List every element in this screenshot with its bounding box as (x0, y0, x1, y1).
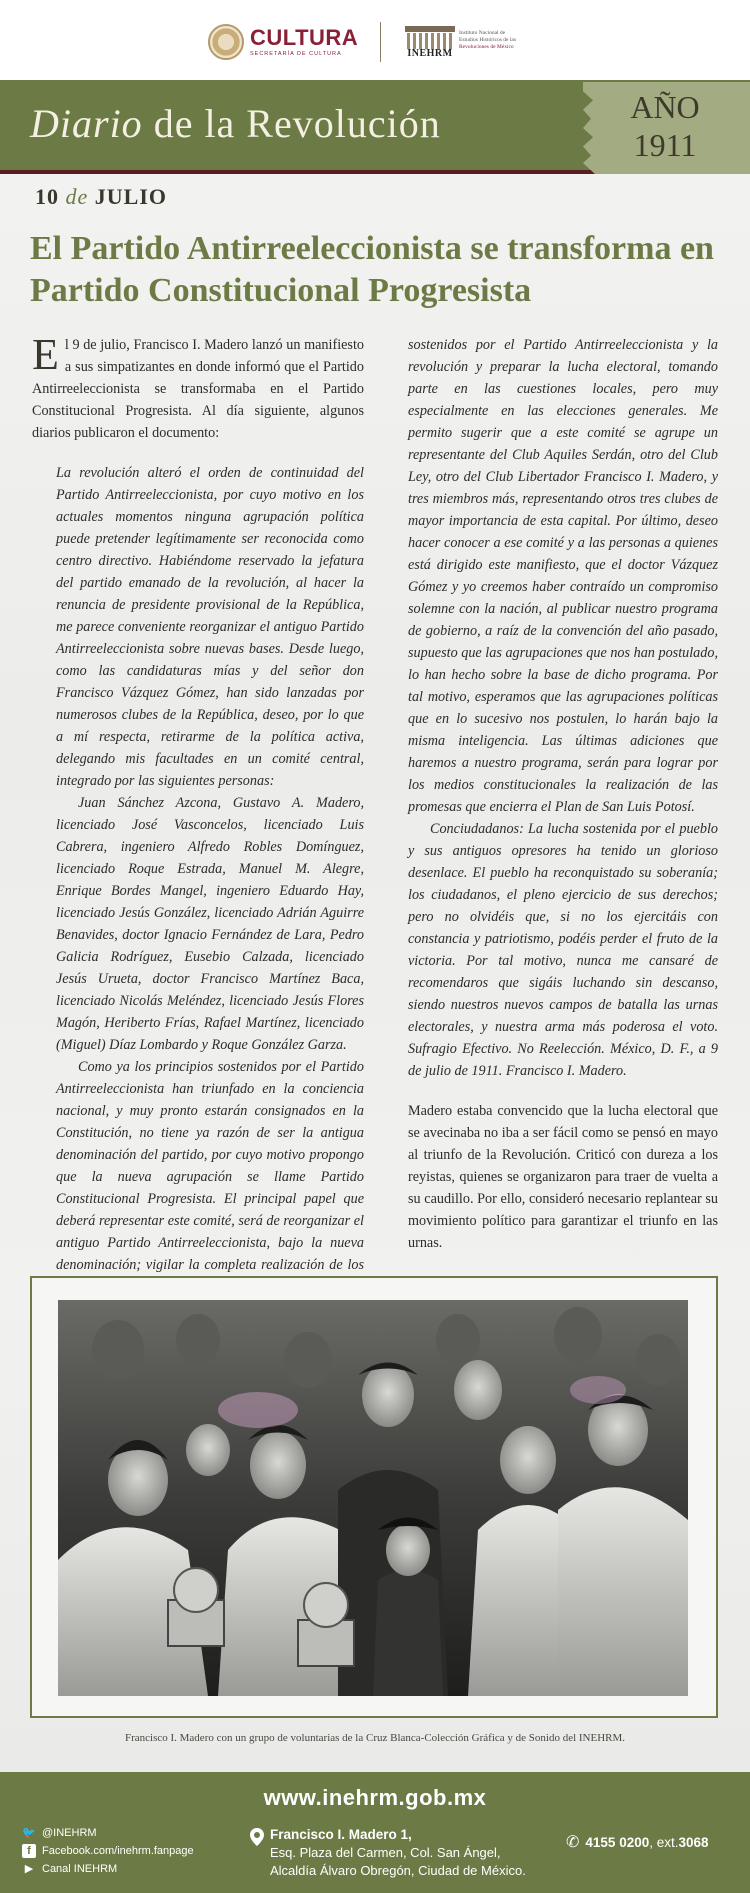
inehrm-short-label: INEHRM (407, 48, 453, 59)
article-date: 10 de JULIO (35, 184, 168, 209)
address-line-1: Esq. Plaza del Carmen, Col. San Ángel, (270, 1845, 501, 1860)
cultura-name: CULTURA (250, 25, 359, 50)
national-seal-icon (208, 24, 244, 60)
phone-icon: ✆ (566, 1834, 580, 1851)
drop-cap: E (32, 330, 59, 379)
building-icon (405, 26, 455, 58)
facebook-icon: f (22, 1844, 36, 1858)
quote-paragraph-5: Conciudadanos: La lucha sostenida por el pueblo y sus antiguos opresores ha tenido un glorioso desenlace. El pueblo ha reconquistado su soberanía; los ciudadanos, el pleno ejercicio de sus derechos; pero no olvidéis que, si no los ejercitáis con constancia y patriotismo, podéis perder el fruto de la victoria. Por tal motivo, nunca me cansaré de recomendaros que sigáis luchando sin descanso, siendo nuestros nuevos campos de batalla las urnas electorales, y nuestra arma más poderosa el voto. Sufragio Efectivo. No Reelección. México, D. F., a 9 de julio de 1911. Francisco I. Madero. (408, 821, 718, 1079)
address-line-2: Alcaldía Álvaro Obregón, Ciudad de México. (270, 1863, 526, 1878)
quote-paragraph-4: sostenidos por el Partido Antirreeleccionista y la revolución y preparar la lucha electoral, tomando parte en las cuestiones locales, pero muy especialmente en las elecciones generales. Me permito sugerir que a este comité se agrupe un representante del Club Aquiles Serdán, otro del Club Ley, otro del Club Libertador Francisco I. Madero, y tres miembros más, representando otros tres clubes de mayor importancia de esta capital. Por último, deseo hacer conocer a ese comité y a las personas a quienes está dirigido este manifiesto, que el doctor Vázquez Gómez y yo creemos haber contraído un compromiso solemne con la nación, al publicar nuestro programa de gobierno, a raíz de la convención del año pasado, supuesto que las agrupaciones que nos han postulado, lo han hecho sobre la base de dicho programa. Por tal motivo, esperamos que las agrupaciones políticas que en lo sucesivo nos postulen, lo harán bajo la misma inteligencia. Las últimas adiciones que haremos a nuestro programa, serán para lograr por los medios constitucionales la realización de las promesas que encierra el Plan de San Luis Potosí. (408, 337, 718, 815)
twitter-icon: 🐦 (22, 1827, 36, 1839)
photo-caption: Francisco I. Madero con un grupo de voluntarias de la Cruz Blanca-Colección Gráfica y de Sonido del INEHRM. (124, 1732, 626, 1744)
intro-paragraph: El 9 de julio, Francisco I. Madero lanzó un manifiesto a sus simpatizantes en donde informó que el Partido Antirreeleccionista se transformaba en el Partido Constitucional Progresista. Al día siguiente, algunos diarios publicaron el documento: (32, 330, 364, 441)
twitter-link[interactable]: 🐦 @INEHRM (22, 1827, 97, 1839)
header-logos (0, 0, 750, 80)
cultura-subtitle: SECRETARÍA DE CULTURA (250, 51, 342, 57)
closing-paragraph: Madero estaba convencido que la lucha electoral que se avecinaba no iba a ser fácil como se pensó en mayo al triunfo de la Revolución. Criticó con dureza a los reyistas, quienes se organizaron para traer de vuelta a su caudillo. Por ello, consideró necesario replantear su movimiento político para garantizar el triunfo en las urnas. (408, 1103, 718, 1251)
address-block (250, 1826, 526, 1880)
youtube-icon: ▶ (24, 1863, 34, 1875)
social-links (22, 1824, 194, 1878)
facebook-link[interactable]: f Facebook.com/inehrm.fanpage (22, 1842, 194, 1860)
quote-paragraph-3: Como ya los principios sostenidos por el Partido Antirreeleccionista han triunfado en la conciencia nacional, y muy pronto estarán consignados en la Constitución, no tiene ya razón de ser la antigua denominación del partido, por cuyo motivo propongo que la nueva agrupación se llame Partido Constitucional Progresista. El principal papel que deberá representar este comité, será de reorganizar el antiguo Partido Antirreeleccionista, bajo la nueva denominación; vigilar la completa realización de los (56, 1059, 364, 1273)
left-column (32, 330, 364, 1298)
right-column (408, 334, 718, 1254)
cultura-logo[interactable] (208, 22, 358, 62)
group-photo-image (58, 1300, 688, 1696)
inehrm-full-name: Instituto Nacional de Estudios Históricos de las Revoluciones de México (459, 30, 516, 50)
address-title: Francisco I. Madero 1, (270, 1827, 412, 1842)
website-link[interactable]: www.inehrm.gob.mx (263, 1785, 487, 1810)
youtube-link[interactable]: ▶ Canal INEHRM (22, 1860, 194, 1878)
manifesto-quote (32, 462, 364, 1298)
logo-divider (380, 22, 381, 62)
inehrm-logo[interactable] (405, 26, 539, 58)
quote-paragraph-1: La revolución alteró el orden de continuidad del Partido Antirreeleccionista, por cuyo motivo en los actuales momentos ninguna agrupación política puede pretender legítimamente ser reconocida como centro directivo. Habiéndome reservado la jefatura del partido emanado de la revolución, al hacer la renuncia de presidente provisional de la República, me parece conveniente reorganizar el antiguo Partido Antirreeleccionista sobre nuevas bases. Desde luego, como las candidaturas mías y del señor don Francisco Vázquez Gómez, han sido lanzadas por numerosos clubes de la República, deseo, por lo que a mí respecta, retirarme de la política activa, delegando mis facultades en un comité central, integrado por las siguientes personas: (56, 465, 364, 789)
phone-number[interactable]: ✆ 4155 0200 , ext. 3068 (566, 1834, 709, 1851)
article-headline: El Partido Antirreeleccionista se transforma en Partido Constitucional Progresista (30, 230, 714, 309)
quote-paragraph-2: Juan Sánchez Azcona, Gustavo A. Madero, licenciado José Vasconcelos, licenciado Luis Cabrera, ingeniero Alfredo Robles Domínguez, licenciado Roque Estrada, Manuel M. Alegre, Enrique Bordes Mangel, ingeniero Eduardo Hay, licenciado Jesús González, licenciado Adrián Aguirre Benavides, doctor Ignacio Fernández de Lara, Pedro Galicia Rodríguez, Eusebio Calzada, licenciado Jesús Urueta, doctor Francisco Martínez Baca, licenciado Nicolás Meléndez, licenciado Jesús Flores Magón, Heriberto Frías, Rafael Martínez, licenciado (Miguel) Díaz Lombardo y Roque González Garza. (56, 795, 364, 1053)
publication-title: Diario de la Revolución (30, 101, 441, 146)
historical-photo (58, 1300, 688, 1696)
year-label: AÑO 1911 (630, 89, 700, 163)
